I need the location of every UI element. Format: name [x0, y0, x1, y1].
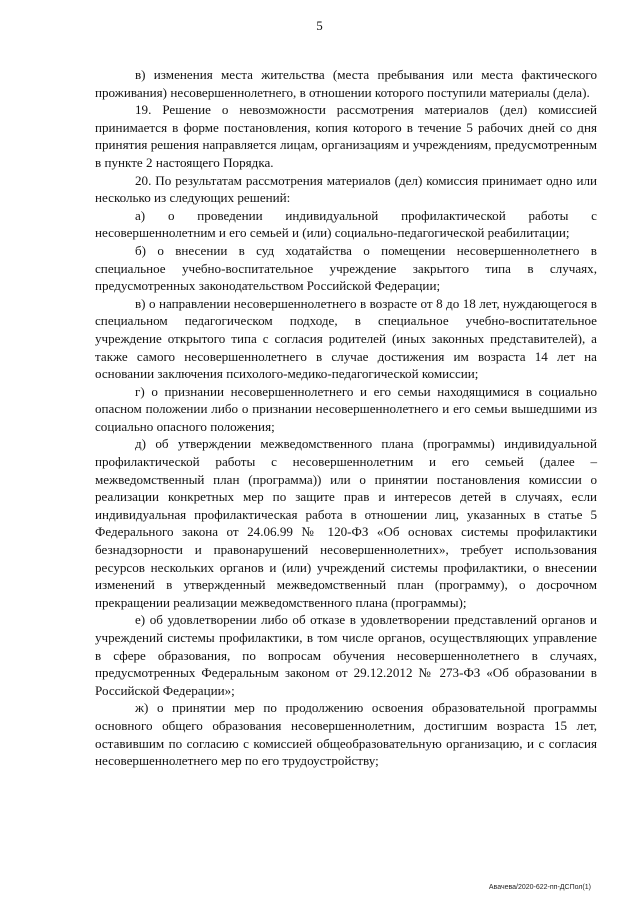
paragraph-20: 20. По результатам рассмотрения материалов (дел) комиссия принимает одно или несколько из следующих решений:: [95, 172, 597, 206]
footer-document-code: Авачева/2020-622-пп-ДСПол(1): [488, 884, 591, 891]
paragraph-19: 19. Решение о невозможности рассмотрения материалов (дел) комиссией принимается в форме постановления, копия которого в течение 5 рабочих дней со дня принятия решения направляется лицам, организациям и учреждениям, предусмотренным в пункте 2 настоящего Порядка.: [95, 102, 597, 170]
paragraph-item-zh: ж) о принятии мер по продолжению освоения образовательной программы основного общего образования несовершеннолетним, достигшим возраста 15 лет, оставившим по согласию с комиссией общеобразовательную организацию, и с согласия несовершеннолетнего мер по его трудоустройству;: [95, 700, 597, 769]
paragraph-item-g: г) о признании несовершеннолетнего и его семьи находящимися в социально опасном положении либо о признании несовершеннолетнего и его семьи вышедшими из социально опасного положения;: [95, 383, 597, 434]
paragraph-item-v: в) изменения места жительства (места пребывания или места фактического проживания) несовершеннолетнего, в отношении которого поступили материалы (дела).: [95, 67, 597, 100]
paragraph-item-a: а) о проведении индивидуальной профилактической работы с несовершеннолетним и его семьей и (или) социально-педагогической реабилитации;: [95, 207, 597, 241]
paragraph-item-d: д) об утверждении межведомственного плана (программы) индивидуальной профилактической работы с несовершеннолетним и его семьей (далее – межведомственный план (программа)) или о принятии постановления комиссии о реализации конкретных мер по защите прав и интересов детей в случаях, если индивидуальная профилактическая работа в отношении лиц, указанных в статье 5 Федерального закона от 24.06.99 № 120-ФЗ «Об основах системы профилактики безнадзорности и правонарушений несовершеннолетних», требует использования ресурсов нескольких органов и (или) учреждений системы профилактики, о внесении изменений в утвержденный межведомственный план (программу), о досрочном прекращении реализации межведомственного плана (программы);: [95, 436, 597, 610]
paragraph-item-b: б) о внесении в суд ходатайства о помещении несовершеннолетнего в специальное учебно-воспитательное учреждение закрытого типа в случаях, предусмотренных законодательством Российской Федерации;: [95, 242, 597, 294]
paragraph-item-v2: в) о направлении несовершеннолетнего в возрасте от 8 до 18 лет, нуждающегося в специальном педагогическом подходе, в специальное учебно-воспитательное учреждение открытого типа с согласия родителей (иных законных представителей), а также самого несовершеннолетнего в случае достижения им возраста 14 лет на основании заключения психолого-медико-педагогической комиссии;: [95, 295, 597, 382]
paragraph-item-e: е) об удовлетворении либо об отказе в удовлетворении представлений органов и учреждений системы профилактики, в том числе органов, осуществляющих управление в сфере образования, по вопросам обучения несовершеннолетнего в случаях, предусмотренных Федеральным законом от 29.12.2012 № 273-ФЗ «Об образовании в Российской Федерации»;: [95, 612, 597, 698]
document-body: [95, 66, 597, 770]
page-number: 5: [316, 18, 323, 33]
